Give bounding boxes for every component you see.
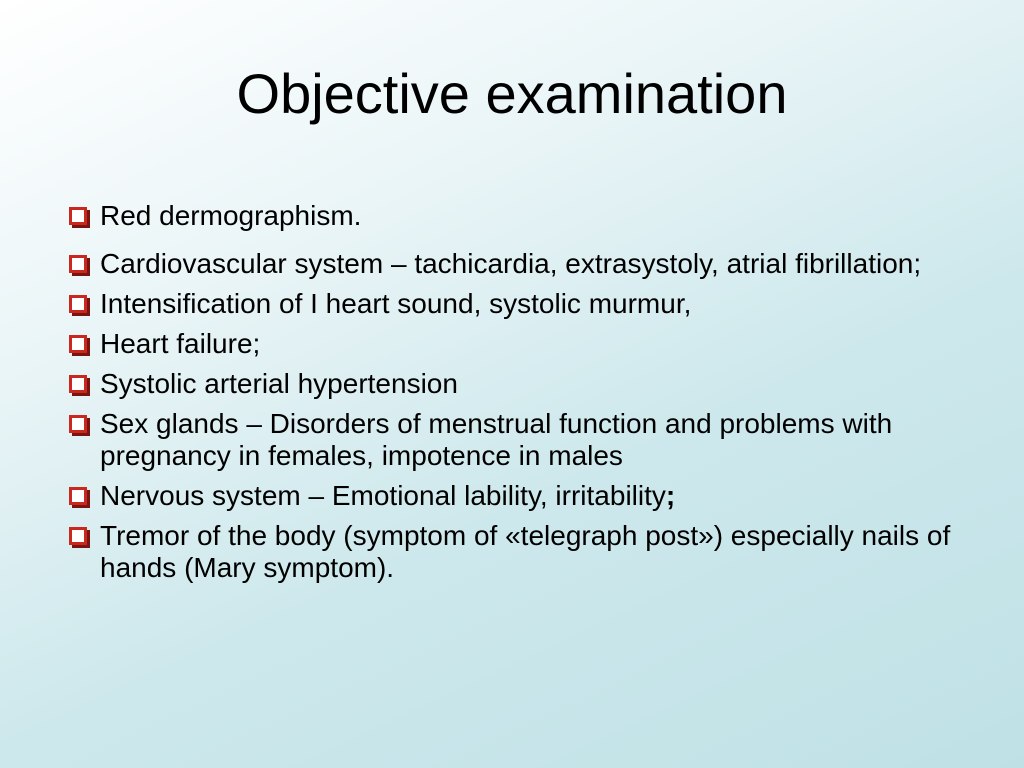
- square-bullet-icon: [69, 527, 87, 545]
- bullet-text: Nervous system – Emotional lability, irritability: [100, 480, 666, 511]
- slide-title: Objective examination: [236, 62, 788, 125]
- square-bullet-icon: [69, 255, 87, 273]
- bullet-text: Red dermographism.: [100, 200, 362, 231]
- list-item: [66, 328, 986, 360]
- bullet-text: Systolic arterial hypertension: [100, 368, 458, 399]
- bullet-text: Cardiovascular system – tachicardia, extrasystoly, atrial fibrillation;: [100, 248, 922, 279]
- bullet-list: [66, 192, 986, 592]
- bullet-suffix: ;: [665, 480, 676, 511]
- list-item: [66, 288, 986, 320]
- list-item: [66, 368, 986, 400]
- bullet-text: Tremor of the body (symptom of «telegraph post») especially nails of hands (Mary symptom).: [100, 520, 951, 583]
- list-item: [66, 240, 986, 288]
- list-item: [66, 520, 986, 584]
- bullet-text: Heart failure;: [100, 328, 261, 359]
- square-bullet-icon: [69, 375, 87, 393]
- list-item: [66, 408, 986, 472]
- square-bullet-icon: [69, 207, 87, 225]
- list-item: [66, 480, 986, 512]
- bullet-text: Sex glands – Disorders of menstrual function and problems with pregnancy in females, impotence in males: [100, 408, 893, 471]
- square-bullet-icon: [69, 335, 87, 353]
- square-bullet-icon: [69, 415, 87, 433]
- bullet-text: Intensification of I heart sound, systolic murmur,: [100, 288, 692, 319]
- square-bullet-icon: [69, 295, 87, 313]
- square-bullet-icon: [69, 487, 87, 505]
- list-item: [66, 192, 986, 240]
